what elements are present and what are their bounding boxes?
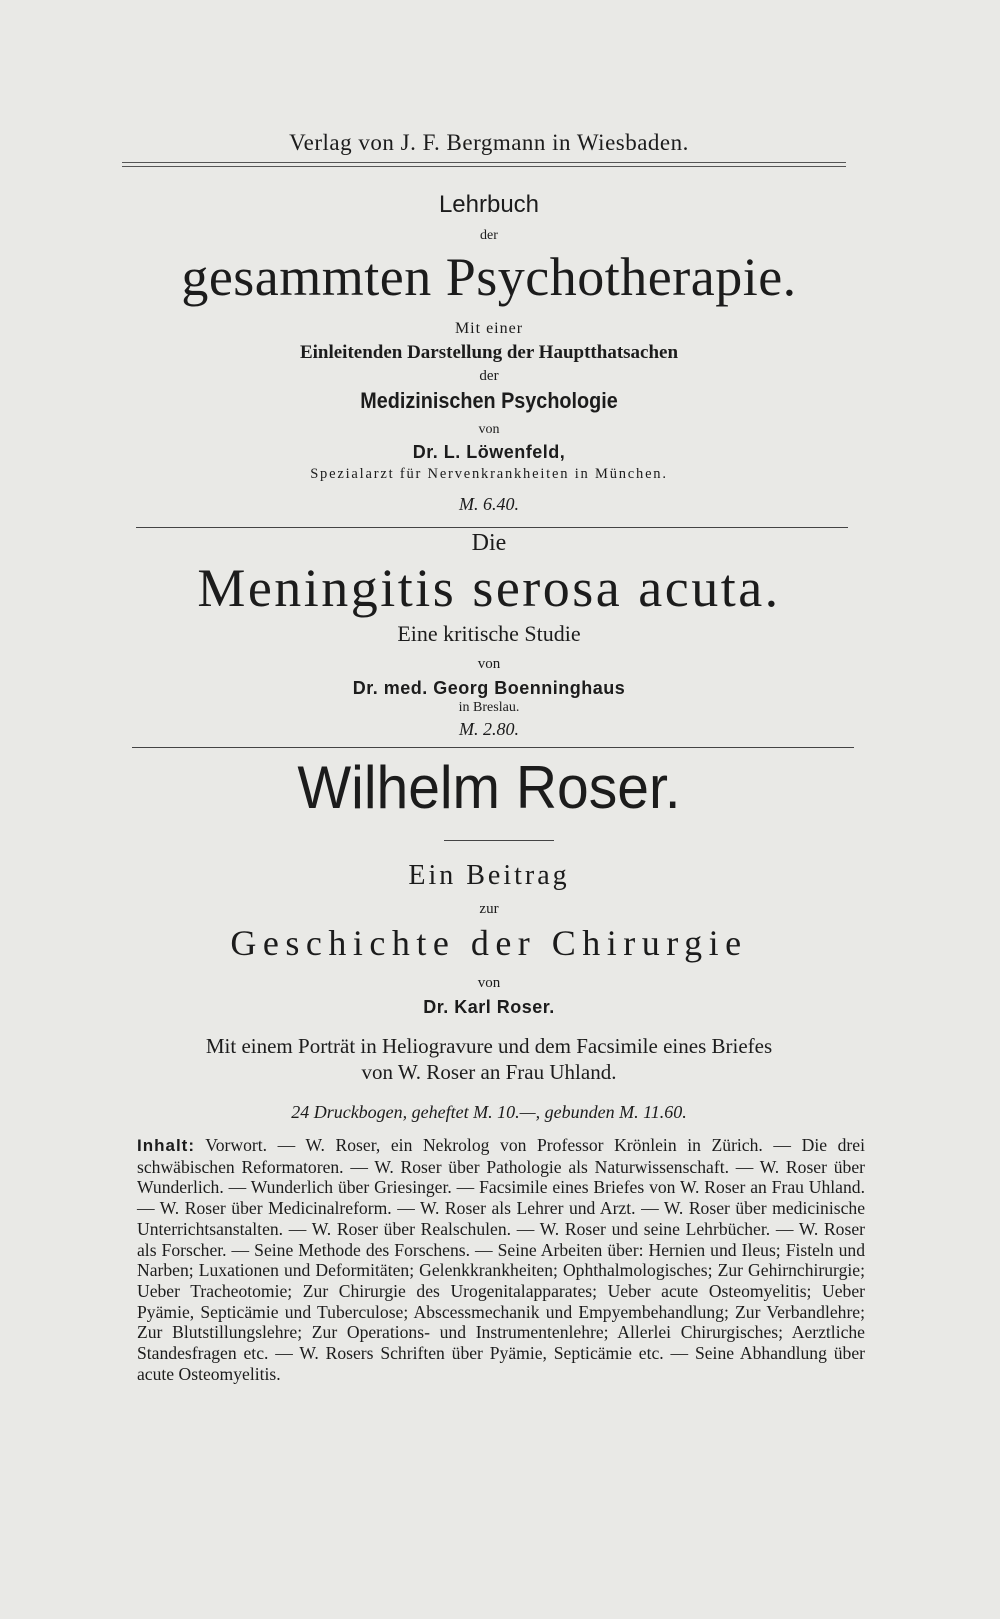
- book1-price: M. 6.40.: [459, 494, 519, 514]
- book3-contents: [137, 1135, 865, 1384]
- book2-divider: [132, 747, 854, 748]
- book1-von: von: [478, 422, 500, 437]
- book3-subtitle1: Ein Beitrag: [408, 860, 570, 891]
- book1-der-2: der: [479, 368, 499, 384]
- book3-note-line2: von W. Roser an Frau Uhland.: [361, 1060, 617, 1084]
- book1-mit-einer: Mit einer: [454, 320, 524, 337]
- book3-von: von: [477, 975, 501, 991]
- book1-divider: [136, 527, 848, 528]
- book1-subtitle2: Medizinischen Psychologie: [360, 388, 618, 413]
- book2-price: M. 2.80.: [459, 719, 519, 739]
- book3-author: Dr. Karl Roser.: [423, 997, 555, 1017]
- book2-location: in Breslau.: [458, 700, 520, 715]
- book2-main-title: Meningitis serosa acuta.: [197, 558, 781, 618]
- book1-author-note: Spezialarzt für Nervenkrankheiten in München.: [310, 466, 668, 482]
- book1-subtitle1: Einleitenden Darstellung der Hauptthatsachen: [299, 342, 679, 363]
- book1-main-title: gesammten Psychotherapie.: [181, 247, 797, 307]
- book3-short-rule: [444, 840, 554, 841]
- publisher-line: Verlag von J. F. Bergmann in Wiesbaden.: [289, 130, 689, 155]
- contents-label: Inhalt:: [137, 1136, 195, 1155]
- book2-subtitle: Eine kritische Studie: [397, 621, 581, 646]
- header-double-rule: [122, 162, 846, 167]
- book1-der-1: der: [480, 228, 498, 243]
- book2-die: Die: [471, 530, 507, 556]
- book3-note-line1: Mit einem Porträt in Heliogravure und dem Facsimile eines Briefes: [205, 1034, 773, 1058]
- book2-von: von: [477, 656, 501, 672]
- book1-author: Dr. L. Löwenfeld,: [412, 442, 566, 462]
- book2-author: Dr. med. Georg Boenninghaus: [352, 678, 626, 698]
- book3-price: 24 Druckbogen, geheftet M. 10.—, gebunden M. 11.60.: [291, 1102, 687, 1122]
- book3-zur: zur: [479, 901, 499, 917]
- book3-subtitle2: Geschichte der Chirurgie: [230, 923, 748, 963]
- book3-main-title: Wilhelm Roser.: [297, 754, 681, 821]
- contents-text: Vorwort. — W. Roser, ein Nekrolog von Professor Krönlein in Zürich. — Die drei schwäbischen Reformatoren. — W. Roser über Pathologie als Naturwissenschaft. — W. Roser über Wunderlich. — Wunderlich über Griesinger. — Facsimile eines Briefes von W. Roser an Frau Uhland. — W. Roser über Medicinalreform. — W. Roser als Lehrer und Arzt. — W. Roser über medicinische Unterrichtsanstalten. — W. Roser über Realschulen. — W. Roser und seine Lehrbücher. — W. Roser als Forscher. — Seine Methode des Forschens. — Seine Arbeiten über: Hernien und Ileus; Fisteln und Narben; Luxationen und Deformitäten; Gelenkkrankheiten; Ophthalmologisches; Zur Gehirnchirurgie; Ueber Tracheotomie; Zur Chirurgie des Urogenitalapparates; Ueber acute Osteomyelitis; Ueber Pyämie, Septicämie und Tuberculose; Abscessmechanik und Empyembehandlung; Zur Verbandlehre; Zur Blutstillungslehre; Zur Operations- und Instrumentenlehre; Allerlei Chirurgisches; Aerztliche Standesfragen etc. — W. Rosers Schriften über Pyämie, Septicämie etc. — Seine Abhandlung über acute Osteomyelitis.: [137, 1135, 865, 1384]
- book1-title-line1: Lehrbuch: [438, 191, 540, 218]
